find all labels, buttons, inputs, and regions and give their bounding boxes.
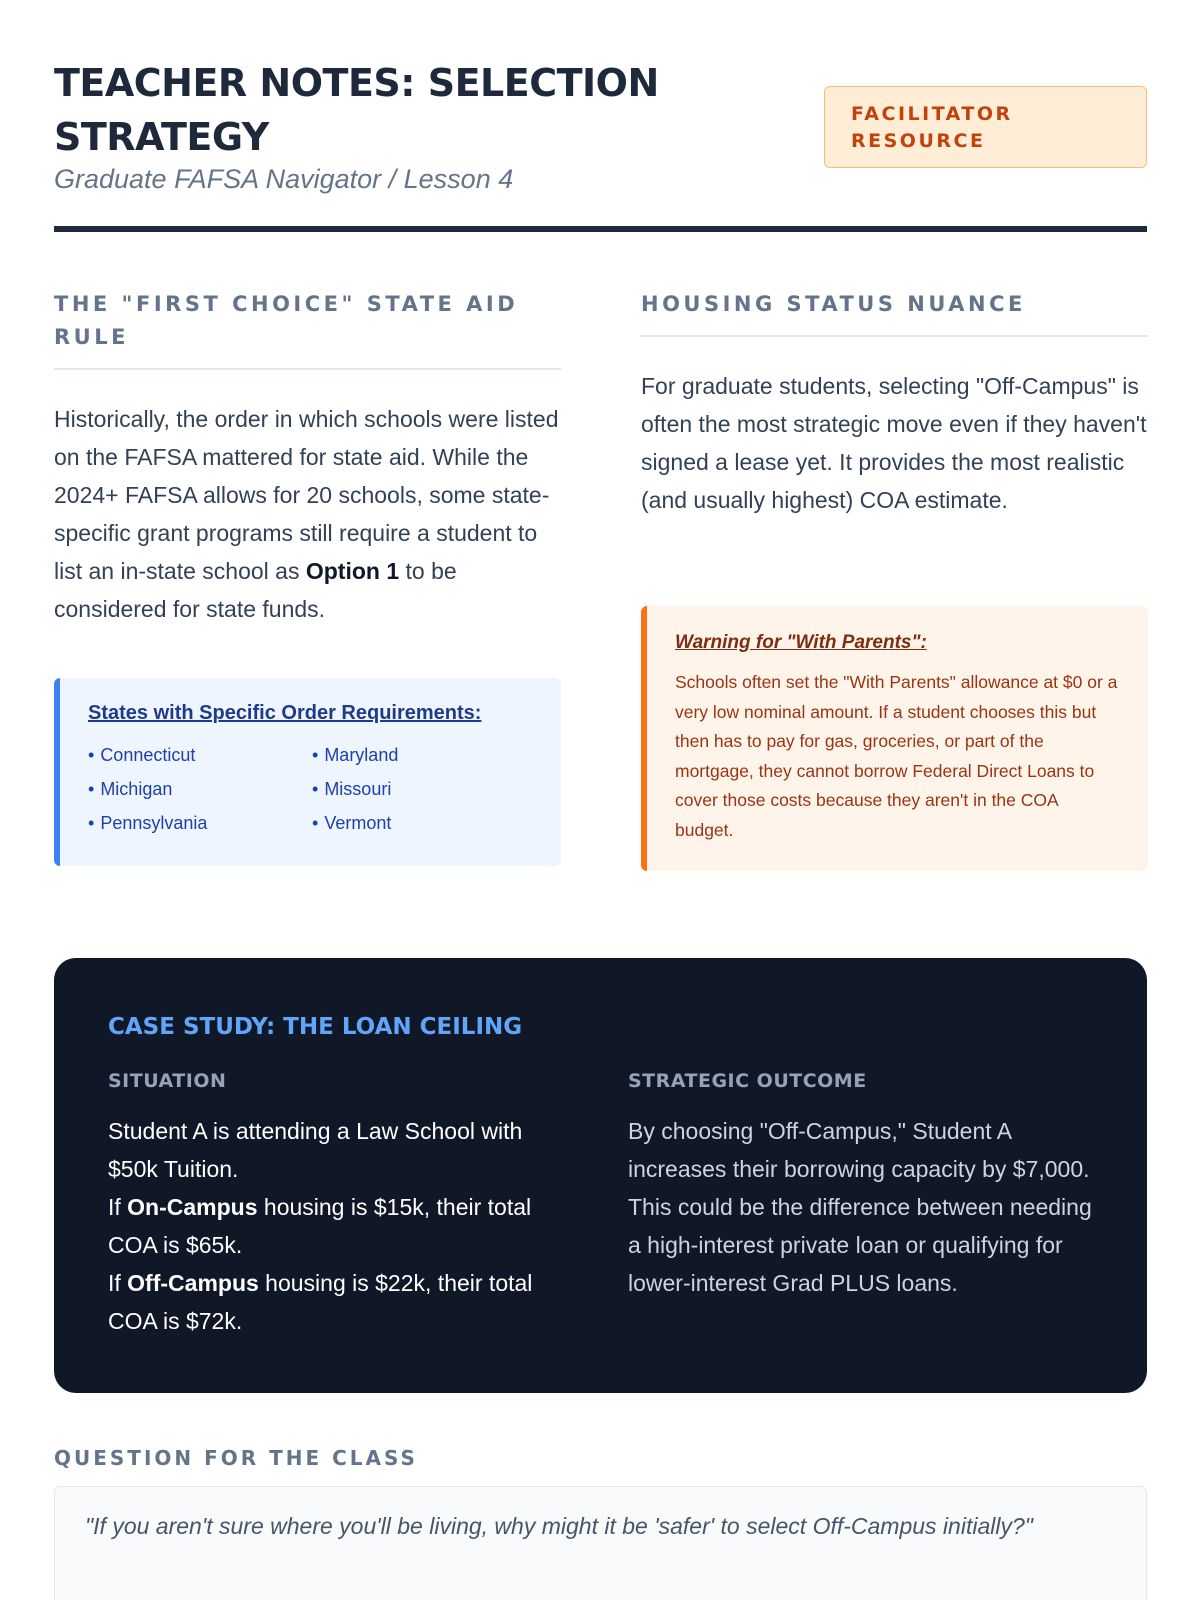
- question-heading: QUESTION FOR THE CLASS: [54, 1446, 418, 1470]
- situation-prefix: If: [108, 1194, 128, 1220]
- page-title: TEACHER NOTES: SELECTION STRATEGY: [54, 61, 659, 159]
- situation-rest: housing is $22k, their total COA is $72k.: [108, 1270, 533, 1334]
- state-item: • Missouri: [312, 777, 512, 802]
- states-heading: States with Specific Order Requirements:: [88, 702, 482, 724]
- paragraph-text: Historically, the order in which schools were listed on the FAFSA mattered for state aid. While the 2024+ FAFSA allows for 20 schools, some state-specific grant programs still require a student to list an in-state school as: [54, 406, 559, 584]
- facilitator-badge: FACILITATOR RESOURCE: [824, 86, 1147, 168]
- situation-label: SITUATION: [108, 1070, 227, 1092]
- state-item: • Maryland: [312, 743, 512, 768]
- states-callout: [54, 678, 561, 866]
- off-campus-emphasis: Off-Campus: [127, 1270, 259, 1296]
- situation-line: [108, 1188, 578, 1264]
- on-campus-emphasis: On-Campus: [127, 1194, 258, 1220]
- option-1-emphasis: Option 1: [305, 558, 400, 584]
- housing-heading: HOUSING STATUS NUANCE: [641, 288, 1148, 337]
- first-choice-paragraph: [54, 400, 561, 628]
- situation-column: [108, 1070, 578, 1340]
- first-choice-heading: THE "FIRST CHOICE" STATE AID RULE: [54, 288, 561, 370]
- state-item: • Connecticut: [88, 743, 312, 768]
- outcome-text: By choosing "Off-Campus," Student A increases their borrowing capacity by $7,000. This could be the difference between needing a high-interest private loan or qualifying for lower-interest Grad PLUS loans.: [628, 1118, 1092, 1296]
- question-box: "If you aren't sure where you'll be living, why might it be 'safer' to select Off-Campus initially?": [54, 1486, 1147, 1600]
- situation-text: [108, 1112, 578, 1340]
- state-item: • Pennsylvania: [88, 811, 312, 836]
- states-list: [88, 743, 533, 836]
- housing-paragraph: For graduate students, selecting "Off-Campus" is often the most strategic move even if they haven't signed a lease yet. It provides the most realistic (and usually highest) COA estimate.: [641, 373, 1147, 513]
- warning-heading: Warning for "With Parents":: [675, 632, 927, 653]
- page: [54, 0, 1147, 1600]
- first-choice-section: [54, 288, 561, 833]
- warning-text: Schools often set the "With Parents" allowance at $0 or a very low nominal amount. If a student chooses this but then has to pay for gas, groceries, or part of the mortgage, they cannot borrow Federal Direct Loans to cover those costs because they aren't in the COA budget.: [675, 672, 1118, 840]
- housing-section: [641, 288, 1148, 840]
- situation-prefix: If: [108, 1270, 128, 1296]
- situation-line: Student A is attending a Law School with $50k Tuition.: [108, 1118, 523, 1182]
- header-divider: [54, 226, 1147, 232]
- state-item: • Michigan: [88, 777, 312, 802]
- case-study-card: [54, 958, 1147, 1393]
- paragraph-text: to be considered for state funds.: [54, 558, 457, 622]
- page-header: [54, 56, 1147, 236]
- case-study-title: CASE STUDY: THE LOAN CEILING: [108, 1014, 523, 1040]
- outcome-column: [628, 1070, 1098, 1302]
- page-subtitle: Graduate FAFSA Navigator / Lesson 4: [54, 164, 514, 194]
- state-item: • Vermont: [312, 811, 512, 836]
- situation-line: [108, 1264, 578, 1340]
- outcome-label: STRATEGIC OUTCOME: [628, 1070, 867, 1092]
- situation-rest: housing is $15k, their total COA is $65k.: [108, 1194, 532, 1258]
- warning-callout: [641, 606, 1148, 871]
